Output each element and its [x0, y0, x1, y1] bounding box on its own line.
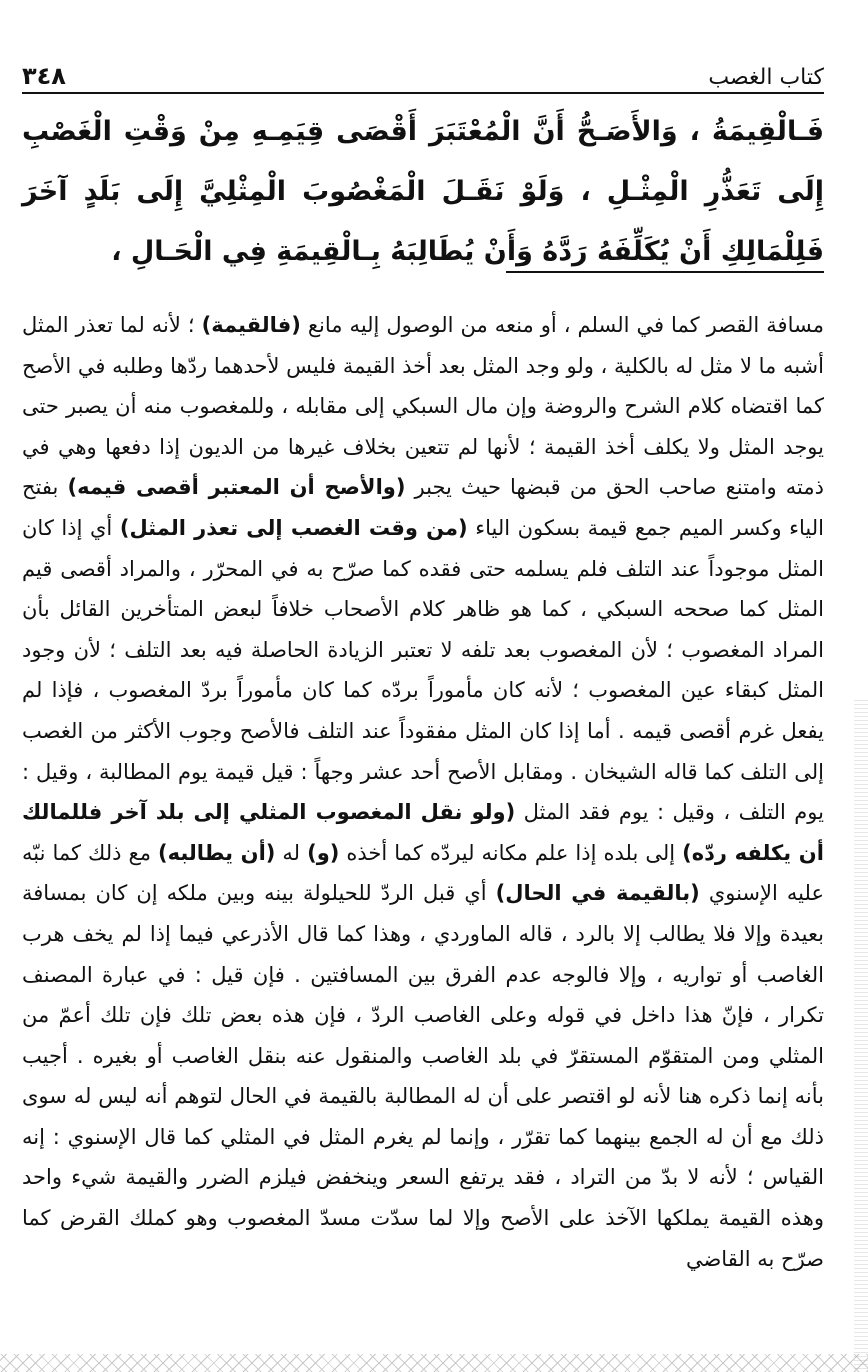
- header-rule: [22, 92, 824, 94]
- book-title: كتاب الغصب: [708, 65, 824, 90]
- sharh-segment: له: [282, 840, 301, 865]
- sharh-segment: أي إذا كان المثل موجوداً عند التلف فلم يسلمه حتى فقده كما صرّح به في المحرّر ، والمراد أقصى قيم المثل كما صححه السبكي ، كما هو ظاهر كلام الأصحاب خلافاً لبعض المتأخرين القائل بأن المراد المغصوب ؛ لأن المغصوب بعد تلفه لا تعتبر الزيادة الحاصلة فيه بعد التلف ؛ لأن وجود المثل كبقاء عين المغصوب ؛ لأنه كان مأموراً بردّه كما كان مأموراً بردّ المغصوب ، فإذا لم يفعل غرم أقصى قيمه . أما إذا كان المثل مفقوداً عند التلف فالأصح وجوب الأكثر من الغصب إلى التلف كما قاله الشيخان . ومقابل الأصح أحد عشر وجهاً : قيل قيمة يوم المطالبة ، وقيل : يوم التلف ، وقيل : يوم فقد المثل: [22, 515, 825, 825]
- sharh-segment: إلى بلده إذا علم مكانه ليردّه كما أخذه: [346, 840, 676, 865]
- scan-edge-artifact: [854, 700, 868, 1372]
- scan-bottom-border: [0, 1354, 868, 1372]
- matn-quote: (من وقت الغصب إلى تعذر المثل): [119, 515, 468, 540]
- matn-quote: (بالقيمة في الحال): [495, 881, 700, 906]
- matn-quote: (و): [307, 840, 340, 865]
- matn-quote: (والأصح أن المعتبر أقصى قيمه): [67, 475, 406, 500]
- matn-quote: (فالقيمة): [201, 313, 301, 337]
- separator-rule: [506, 271, 824, 273]
- matn-text: فَـالْقِيمَةُ ، وَالأَصَـحُّ أَنَّ الْمُعْتَبَرَ أَقْصَى قِيَمِـهِ مِنْ وَقْتِ الْغَصْبِ إِلَى تَعَذُّرِ الْمِثْـلِ ، وَلَوْ نَقَـلَ الْمَغْصُوبَ الْمِثْلِيَّ إِلَى بَلَدٍ آخَرَ فَلِلْمَالِكِ أَنْ يُكَلِّفَهُ رَدَّهُ وَأَنْ يُطَالِبَهُ بِـالْقِيمَةِ فِي الْحَـالِ ،: [22, 116, 824, 267]
- page-number: ٣٤٨: [22, 62, 66, 90]
- sharh-segment: ؛ لأنه لما تعذر المثل أشبه ما لا مثل له بالكلية ، ولو وجد المثل بعد أخذ القيمة فليس لأحدهما ردّها وطلبه في الأصح كما اقتضاه كلام الشرح والروضة وإن مال السبكي إلى مقابله ، وللمغصوب منه أن يصبر حتى يوجد المثل ولا يكلف أخذ القيمة ؛ لأنها لم تتعين بخلاف غيرها من الديون إذا دفعها وهي في ذمته وامتنع صاحب الحق من قبضها حيث يجبر: [22, 313, 824, 500]
- sharh-segment: مسافة القصر كما في السلم ، أو منعه من الوصول إليه مانع: [307, 313, 824, 337]
- sharh-segment: مع ذلك كما نبّه عليه الإسنوي: [22, 840, 824, 906]
- sharh-text: [22, 305, 824, 1279]
- sharh-segment: بفتح الياء وكسر الميم جمع قيمة بسكون الياء: [22, 475, 824, 540]
- matn-quote: (أن يطالبه): [157, 840, 276, 865]
- running-header: [22, 52, 824, 90]
- sharh-segment: أي قبل الردّ للحيلولة بينه وبين ملكه إن كان بمسافة بعيدة وإلا فلا يطالب إلا بالرد ، قاله الماوردي ، وهذا كما قال الأذرعي فيما إذا لم يخف هرب الغاصب أو تواريه ، وإلا فالوجه عدم الفرق بين المسافتين . فإن قيل : في عبارة المصنف تكرار ، فإنّ هذا داخل في قوله وعلى الغاصب الردّ ، فإن هذه بعض تلك فإن تلك أعمّ من المثلي ومن المتقوّم المستقرّ في بلد الغاصب والمنقول عنه بنقل الغاصب أو بغيره . أجيب بأنه إنما ذكره هنا لأنه لو اقتصر على أن له المطالبة بالقيمة في الحال لتوهم أنه ليس له سوى ذلك مع أن له الجمع بينهما كما تقرّر ، وإنما لم يغرم المثل في المثلي كما قال الإسنوي : إنه القياس ؛ لأنه لا بدّ من التراد ، فقد يرتفع السعر وينخفض فيلزم الضرر والقيمة شيء واحد وهذه القيمة يملكها الآخذ على الأصح وإلا لما سدّت مسدّ المغصوب وهو كملك القرض كما صرّح به القاضي: [22, 881, 824, 1271]
- matn-quote: (ولو نقل المغصوب المثلي إلى بلد آخر فللمالك أن يكلفه ردّه): [22, 800, 824, 865]
